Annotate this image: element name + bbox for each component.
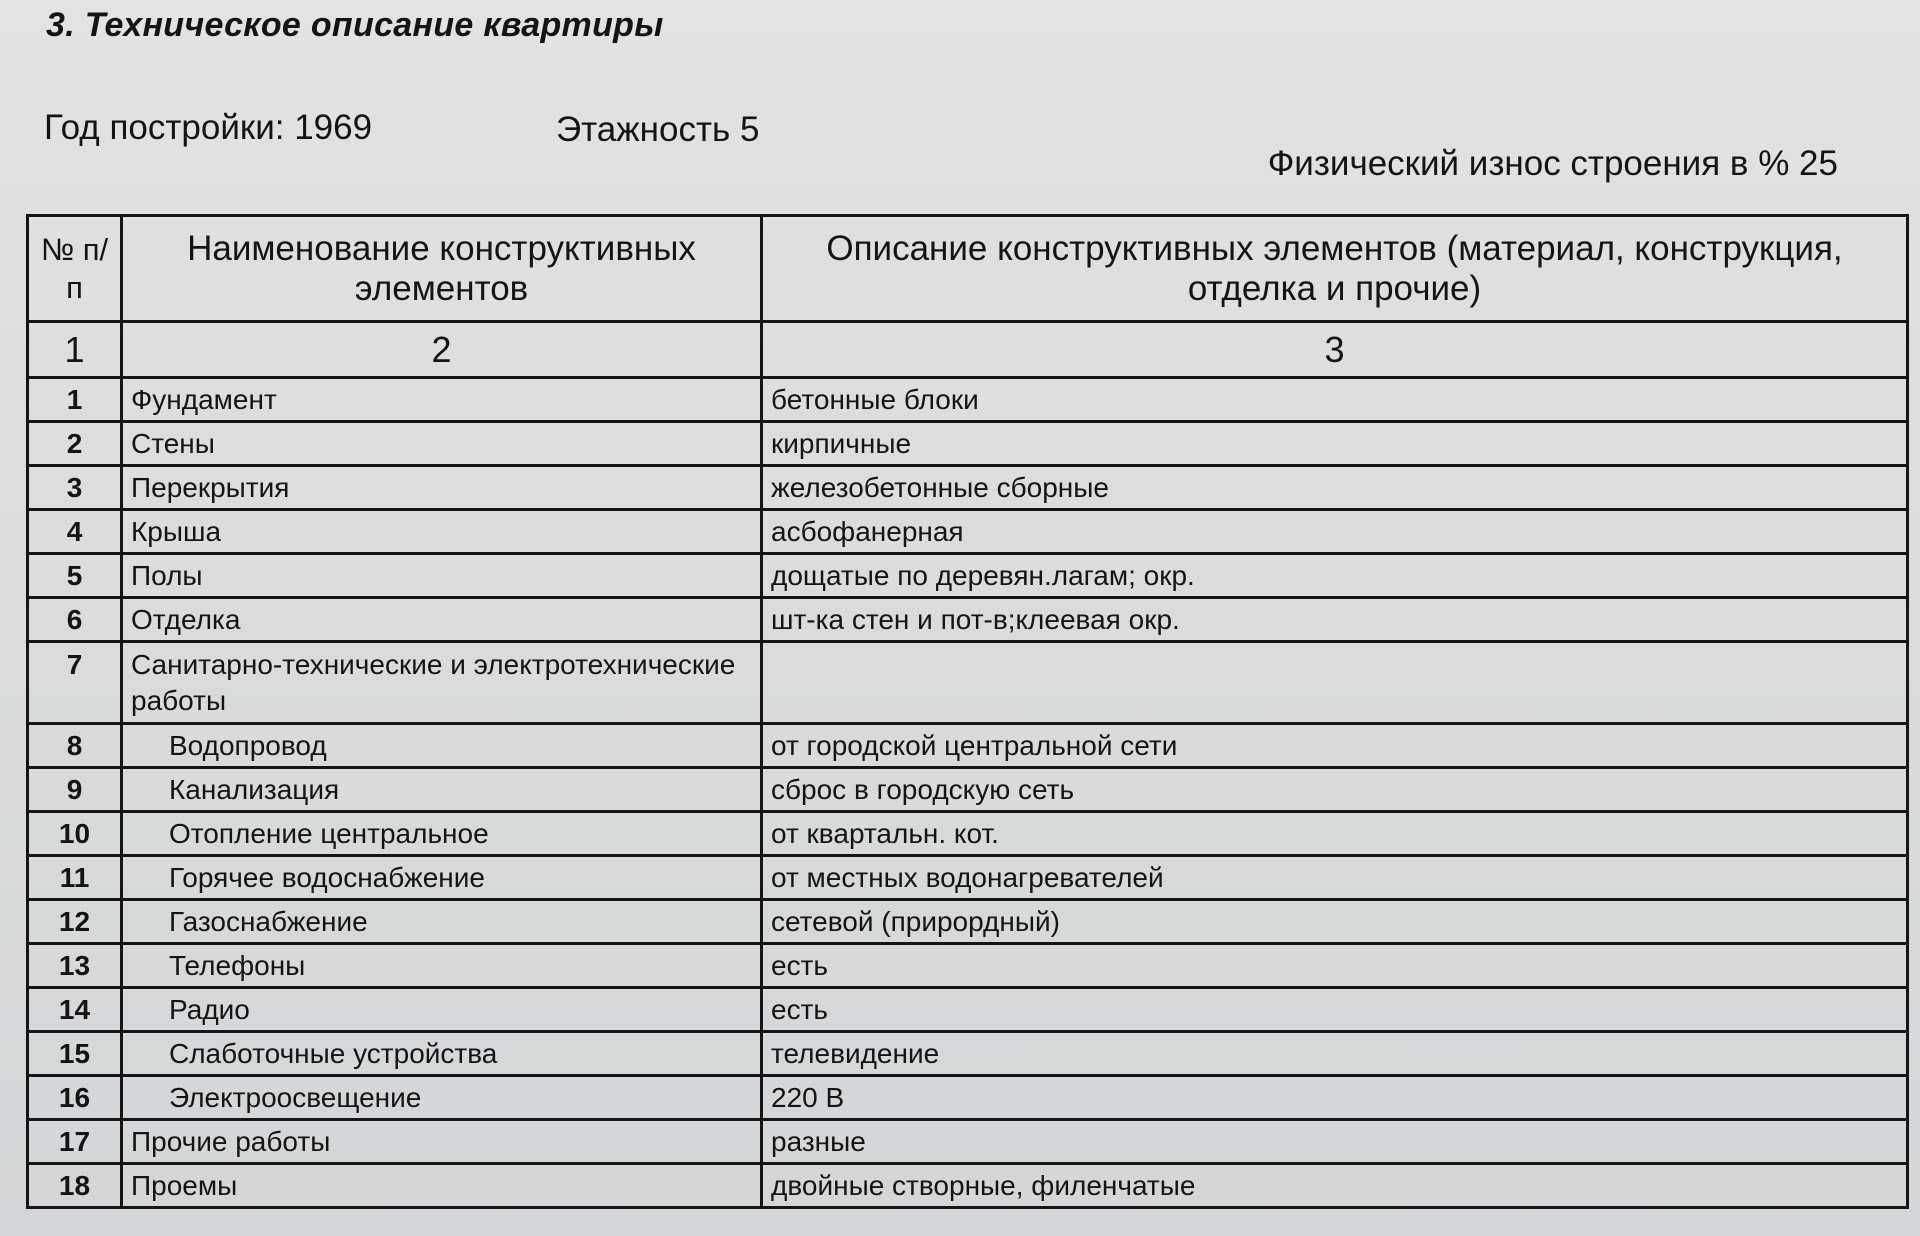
element-description: разные [762, 1120, 1908, 1164]
construction-elements-table [26, 214, 1909, 1209]
table-row [28, 768, 1908, 812]
column-number: 1 [28, 322, 122, 378]
row-number: 16 [28, 1076, 122, 1120]
element-name: Перекрытия [122, 466, 762, 510]
element-name: Фундамент [122, 378, 762, 422]
table-row [28, 378, 1908, 422]
element-description: дощатые по деревян.лагам; окр. [762, 554, 1908, 598]
element-description: шт-ка стен и пот-в;клеевая окр. [762, 598, 1908, 642]
element-description: сетевой (прирордный) [762, 900, 1908, 944]
element-name: Канализация [122, 768, 762, 812]
element-name: Санитарно-технические и электротехнические работы [122, 642, 762, 724]
table-row [28, 988, 1908, 1032]
column-number-row [28, 322, 1908, 378]
element-name: Прочие работы [122, 1120, 762, 1164]
element-description: 220 В [762, 1076, 1908, 1120]
row-number: 9 [28, 768, 122, 812]
element-description: двойные створные, филенчатые [762, 1164, 1908, 1208]
element-description: от квартальн. кот. [762, 812, 1908, 856]
row-number: 10 [28, 812, 122, 856]
table-row [28, 422, 1908, 466]
element-description [762, 642, 1908, 724]
element-name: Водопровод [122, 724, 762, 768]
element-description: телевидение [762, 1032, 1908, 1076]
year-built: Год постройки: 1969 [44, 108, 373, 147]
element-name: Полы [122, 554, 762, 598]
element-description: от городской центральной сети [762, 724, 1908, 768]
table-row [28, 812, 1908, 856]
row-number: 13 [28, 944, 122, 988]
row-number: 1 [28, 378, 122, 422]
header-name: Наименование конструктивных элементов [122, 216, 762, 322]
element-description: асбофанерная [762, 510, 1908, 554]
table-row [28, 856, 1908, 900]
element-name: Проемы [122, 1164, 762, 1208]
table-row [28, 1164, 1908, 1208]
element-description: железобетонные сборные [762, 466, 1908, 510]
element-description: сброс в городскую сеть [762, 768, 1908, 812]
row-number: 15 [28, 1032, 122, 1076]
table-row [28, 1032, 1908, 1076]
row-number: 3 [28, 466, 122, 510]
row-number: 14 [28, 988, 122, 1032]
header-desc: Описание конструктивных элементов (материал, конструкция, отделка и прочие) [762, 216, 1908, 322]
element-description: кирпичные [762, 422, 1908, 466]
row-number: 6 [28, 598, 122, 642]
element-name: Газоснабжение [122, 900, 762, 944]
element-description: от местных водонагревателей [762, 856, 1908, 900]
table-header-row [28, 216, 1908, 322]
row-number: 4 [28, 510, 122, 554]
row-number: 5 [28, 554, 122, 598]
row-number: 17 [28, 1120, 122, 1164]
element-name: Крыша [122, 510, 762, 554]
table-row [28, 944, 1908, 988]
header-num: № п/п [28, 216, 122, 322]
element-name: Горячее водоснабжение [122, 856, 762, 900]
element-name: Телефоны [122, 944, 762, 988]
row-number: 11 [28, 856, 122, 900]
element-name: Электроосвещение [122, 1076, 762, 1120]
row-number: 18 [28, 1164, 122, 1208]
row-number: 12 [28, 900, 122, 944]
floors-count: Этажность 5 [556, 110, 760, 149]
element-name: Радио [122, 988, 762, 1032]
section-title: 3. Техническое описание квартиры [46, 6, 664, 44]
element-name: Слаботочные устройства [122, 1032, 762, 1076]
table-row [28, 598, 1908, 642]
table-row [28, 1076, 1908, 1120]
table-row [28, 900, 1908, 944]
element-description: есть [762, 988, 1908, 1032]
element-name: Отделка [122, 598, 762, 642]
column-number: 2 [122, 322, 762, 378]
table-row [28, 724, 1908, 768]
table-row [28, 554, 1908, 598]
physical-wear: Физический износ строения в % 25 [1267, 144, 1838, 183]
element-description: бетонные блоки [762, 378, 1908, 422]
table-row [28, 642, 1908, 724]
column-number: 3 [762, 322, 1908, 378]
row-number: 2 [28, 422, 122, 466]
table-row [28, 1120, 1908, 1164]
row-number: 7 [28, 642, 122, 724]
element-name: Отопление центральное [122, 812, 762, 856]
element-description: есть [762, 944, 1908, 988]
row-number: 8 [28, 724, 122, 768]
element-name: Стены [122, 422, 762, 466]
table-row [28, 510, 1908, 554]
table-row [28, 466, 1908, 510]
